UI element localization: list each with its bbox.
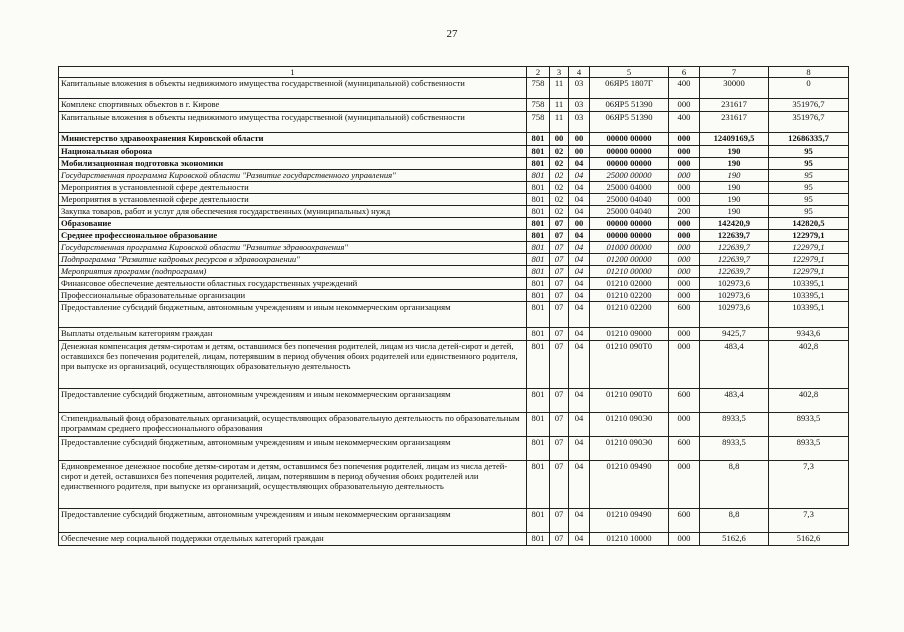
row-target-article: 01200 00000 bbox=[590, 254, 669, 266]
row-ministry-code: 801 bbox=[527, 254, 550, 266]
row-amount-year-2: 12686335,7 bbox=[769, 133, 849, 146]
row-subsection-code: 04 bbox=[569, 290, 590, 302]
row-target-article: 01210 10000 bbox=[590, 533, 669, 546]
row-amount-year-2: 0 bbox=[769, 78, 849, 99]
row-name-cell: Обеспечение мер социальной поддержки отдельных категорий граждан bbox=[59, 533, 527, 546]
row-expense-type: 000 bbox=[669, 133, 700, 146]
row-subsection-code: 04 bbox=[569, 437, 590, 461]
row-name-cell: Мероприятия в установленной сфере деятельности bbox=[59, 194, 527, 206]
table-row bbox=[59, 146, 849, 158]
row-amount-year-2: 8933,5 bbox=[769, 413, 849, 437]
row-target-article: 25000 04040 bbox=[590, 206, 669, 218]
row-amount-year-1: 483,4 bbox=[700, 341, 769, 389]
row-amount-year-1: 122639,7 bbox=[700, 230, 769, 242]
row-section-code: 02 bbox=[550, 194, 569, 206]
row-section-code: 07 bbox=[550, 509, 569, 533]
row-subsection-code: 04 bbox=[569, 413, 590, 437]
row-section-code: 07 bbox=[550, 461, 569, 509]
table-row bbox=[59, 509, 849, 533]
row-target-article: 00000 00000 bbox=[590, 158, 669, 170]
row-ministry-code: 758 bbox=[527, 112, 550, 133]
table-row bbox=[59, 461, 849, 509]
row-amount-year-2: 122979,1 bbox=[769, 254, 849, 266]
row-amount-year-1: 5162,6 bbox=[700, 533, 769, 546]
row-amount-year-2: 122979,1 bbox=[769, 230, 849, 242]
table-row bbox=[59, 182, 849, 194]
table-row bbox=[59, 230, 849, 242]
row-expense-type: 600 bbox=[669, 509, 700, 533]
row-amount-year-2: 103395,1 bbox=[769, 302, 849, 328]
table-row bbox=[59, 194, 849, 206]
row-amount-year-2: 142820,5 bbox=[769, 218, 849, 230]
row-amount-year-2: 103395,1 bbox=[769, 278, 849, 290]
row-amount-year-2: 402,8 bbox=[769, 389, 849, 413]
table-row bbox=[59, 206, 849, 218]
row-section-code: 07 bbox=[550, 437, 569, 461]
row-ministry-code: 758 bbox=[527, 99, 550, 112]
row-amount-year-1: 102973,6 bbox=[700, 290, 769, 302]
row-section-code: 07 bbox=[550, 242, 569, 254]
row-name-cell: Мобилизационная подготовка экономики bbox=[59, 158, 527, 170]
row-section-code: 02 bbox=[550, 170, 569, 182]
row-ministry-code: 801 bbox=[527, 278, 550, 290]
row-section-code: 07 bbox=[550, 413, 569, 437]
row-name-cell: Министерство здравоохранения Кировской области bbox=[59, 133, 527, 146]
header-cell-1: 1 bbox=[59, 67, 527, 78]
row-amount-year-1: 231617 bbox=[700, 112, 769, 133]
row-subsection-code: 04 bbox=[569, 158, 590, 170]
row-section-code: 07 bbox=[550, 218, 569, 230]
row-subsection-code: 04 bbox=[569, 194, 590, 206]
budget-table bbox=[58, 66, 849, 546]
row-target-article: 00000 00000 bbox=[590, 230, 669, 242]
row-amount-year-2: 95 bbox=[769, 158, 849, 170]
row-amount-year-1: 142420,9 bbox=[700, 218, 769, 230]
row-target-article: 01000 00000 bbox=[590, 242, 669, 254]
row-amount-year-2: 122979,1 bbox=[769, 266, 849, 278]
row-subsection-code: 04 bbox=[569, 206, 590, 218]
row-amount-year-1: 102973,6 bbox=[700, 302, 769, 328]
row-section-code: 07 bbox=[550, 290, 569, 302]
row-ministry-code: 801 bbox=[527, 133, 550, 146]
row-section-code: 07 bbox=[550, 533, 569, 546]
table-body bbox=[59, 78, 849, 546]
row-subsection-code: 04 bbox=[569, 278, 590, 290]
row-ministry-code: 801 bbox=[527, 182, 550, 194]
table-row bbox=[59, 413, 849, 437]
row-section-code: 07 bbox=[550, 266, 569, 278]
row-name-cell: Предоставление субсидий бюджетным, автономным учреждениям и иным некоммерческим организациям bbox=[59, 437, 527, 461]
row-amount-year-1: 231617 bbox=[700, 99, 769, 112]
row-expense-type: 000 bbox=[669, 170, 700, 182]
row-expense-type: 000 bbox=[669, 461, 700, 509]
row-subsection-code: 04 bbox=[569, 266, 590, 278]
row-ministry-code: 801 bbox=[527, 437, 550, 461]
row-amount-year-2: 402,8 bbox=[769, 341, 849, 389]
row-target-article: 25000 00000 bbox=[590, 170, 669, 182]
row-section-code: 11 bbox=[550, 112, 569, 133]
row-target-article: 01210 090Э0 bbox=[590, 437, 669, 461]
table-row bbox=[59, 158, 849, 170]
row-name-cell: Государственная программа Кировской области "Развитие здравоохранения" bbox=[59, 242, 527, 254]
row-subsection-code: 04 bbox=[569, 230, 590, 242]
row-amount-year-2: 95 bbox=[769, 146, 849, 158]
row-expense-type: 600 bbox=[669, 437, 700, 461]
row-target-article: 01210 00000 bbox=[590, 266, 669, 278]
header-cell-2: 2 bbox=[527, 67, 550, 78]
row-target-article: 06ЯР5 51390 bbox=[590, 99, 669, 112]
row-amount-year-1: 30000 bbox=[700, 78, 769, 99]
row-target-article: 01210 09490 bbox=[590, 461, 669, 509]
row-amount-year-2: 7,3 bbox=[769, 461, 849, 509]
row-name-cell: Закупка товаров, работ и услуг для обеспечения государственных (муниципальных) нужд bbox=[59, 206, 527, 218]
row-section-code: 11 bbox=[550, 99, 569, 112]
row-amount-year-1: 8933,5 bbox=[700, 437, 769, 461]
row-amount-year-1: 190 bbox=[700, 206, 769, 218]
row-amount-year-2: 9343,6 bbox=[769, 328, 849, 341]
row-subsection-code: 04 bbox=[569, 328, 590, 341]
row-amount-year-1: 483,4 bbox=[700, 389, 769, 413]
row-name-cell: Капитальные вложения в объекты недвижимого имущества государственной (муниципальной) собственности bbox=[59, 112, 527, 133]
row-name-cell: Комплекс спортивных объектов в г. Кирове bbox=[59, 99, 527, 112]
row-ministry-code: 801 bbox=[527, 146, 550, 158]
row-amount-year-1: 8933,5 bbox=[700, 413, 769, 437]
row-subsection-code: 04 bbox=[569, 254, 590, 266]
row-name-cell: Капитальные вложения в объекты недвижимого имущества государственной (муниципальной) собственности bbox=[59, 78, 527, 99]
row-target-article: 01210 090Т0 bbox=[590, 389, 669, 413]
table-row bbox=[59, 133, 849, 146]
row-amount-year-1: 122639,7 bbox=[700, 254, 769, 266]
header-row bbox=[59, 67, 849, 78]
row-name-cell: Подпрограмма "Развитие кадровых ресурсов в здравоохранении" bbox=[59, 254, 527, 266]
row-amount-year-2: 95 bbox=[769, 170, 849, 182]
row-section-code: 02 bbox=[550, 182, 569, 194]
row-ministry-code: 801 bbox=[527, 194, 550, 206]
row-expense-type: 000 bbox=[669, 278, 700, 290]
row-name-cell: Профессиональные образовательные организации bbox=[59, 290, 527, 302]
row-amount-year-1: 190 bbox=[700, 146, 769, 158]
row-target-article: 00000 00000 bbox=[590, 146, 669, 158]
row-name-cell: Среднее профессиональное образование bbox=[59, 230, 527, 242]
row-subsection-code: 00 bbox=[569, 218, 590, 230]
row-expense-type: 000 bbox=[669, 218, 700, 230]
row-name-cell: Государственная программа Кировской области "Развитие государственного управления" bbox=[59, 170, 527, 182]
row-amount-year-1: 190 bbox=[700, 194, 769, 206]
row-amount-year-2: 103395,1 bbox=[769, 290, 849, 302]
row-amount-year-1: 122639,7 bbox=[700, 266, 769, 278]
row-expense-type: 000 bbox=[669, 99, 700, 112]
row-name-cell: Мероприятия программ (подпрограмм) bbox=[59, 266, 527, 278]
row-ministry-code: 801 bbox=[527, 206, 550, 218]
row-amount-year-2: 5162,6 bbox=[769, 533, 849, 546]
table-row bbox=[59, 170, 849, 182]
row-ministry-code: 801 bbox=[527, 242, 550, 254]
row-name-cell: Единовременное денежное пособие детям-сиротам и детям, оставшимся без попечения родителей, лицам из числа детей-сирот и детей, оставшихся без попечения родителей, лицам, потерявшим в период обучения обоих родителей или единственного родителя, при выпуске из организаций, осуществляющих образовательную деятельность bbox=[59, 461, 527, 509]
header-cell-4: 4 bbox=[569, 67, 590, 78]
row-subsection-code: 00 bbox=[569, 133, 590, 146]
row-subsection-code: 04 bbox=[569, 509, 590, 533]
table-row bbox=[59, 278, 849, 290]
row-section-code: 07 bbox=[550, 341, 569, 389]
row-amount-year-1: 8,8 bbox=[700, 509, 769, 533]
row-section-code: 07 bbox=[550, 389, 569, 413]
row-target-article: 01210 02200 bbox=[590, 290, 669, 302]
row-expense-type: 000 bbox=[669, 290, 700, 302]
row-subsection-code: 00 bbox=[569, 146, 590, 158]
row-ministry-code: 801 bbox=[527, 266, 550, 278]
table-row bbox=[59, 290, 849, 302]
row-name-cell: Предоставление субсидий бюджетным, автономным учреждениям и иным некоммерческим организациям bbox=[59, 302, 527, 328]
row-ministry-code: 801 bbox=[527, 341, 550, 389]
table-row bbox=[59, 242, 849, 254]
row-amount-year-2: 122979,1 bbox=[769, 242, 849, 254]
row-amount-year-1: 190 bbox=[700, 158, 769, 170]
row-expense-type: 400 bbox=[669, 112, 700, 133]
row-ministry-code: 801 bbox=[527, 158, 550, 170]
row-ministry-code: 801 bbox=[527, 218, 550, 230]
row-expense-type: 000 bbox=[669, 328, 700, 341]
row-expense-type: 000 bbox=[669, 230, 700, 242]
row-amount-year-2: 95 bbox=[769, 194, 849, 206]
row-subsection-code: 04 bbox=[569, 182, 590, 194]
row-name-cell: Предоставление субсидий бюджетным, автономным учреждениям и иным некоммерческим организациям bbox=[59, 509, 527, 533]
row-target-article: 06ЯР5 51390 bbox=[590, 112, 669, 133]
row-subsection-code: 03 bbox=[569, 99, 590, 112]
row-expense-type: 000 bbox=[669, 533, 700, 546]
row-section-code: 07 bbox=[550, 254, 569, 266]
header-cell-6: 6 bbox=[669, 67, 700, 78]
row-ministry-code: 801 bbox=[527, 230, 550, 242]
table-row bbox=[59, 302, 849, 328]
row-amount-year-2: 95 bbox=[769, 182, 849, 194]
row-expense-type: 000 bbox=[669, 182, 700, 194]
row-amount-year-2: 351976,7 bbox=[769, 99, 849, 112]
row-expense-type: 000 bbox=[669, 158, 700, 170]
table-row bbox=[59, 341, 849, 389]
row-expense-type: 000 bbox=[669, 254, 700, 266]
row-ministry-code: 801 bbox=[527, 170, 550, 182]
row-name-cell: Мероприятия в установленной сфере деятельности bbox=[59, 182, 527, 194]
row-amount-year-1: 190 bbox=[700, 170, 769, 182]
row-target-article: 01210 090Э0 bbox=[590, 413, 669, 437]
row-ministry-code: 801 bbox=[527, 461, 550, 509]
row-amount-year-1: 9425,7 bbox=[700, 328, 769, 341]
row-amount-year-2: 351976,7 bbox=[769, 112, 849, 133]
row-section-code: 00 bbox=[550, 133, 569, 146]
row-target-article: 25000 04000 bbox=[590, 182, 669, 194]
row-subsection-code: 04 bbox=[569, 389, 590, 413]
table-row bbox=[59, 218, 849, 230]
row-subsection-code: 04 bbox=[569, 302, 590, 328]
row-target-article: 01210 02000 bbox=[590, 278, 669, 290]
row-expense-type: 600 bbox=[669, 302, 700, 328]
table-row bbox=[59, 254, 849, 266]
table-row bbox=[59, 99, 849, 112]
table-row bbox=[59, 437, 849, 461]
row-section-code: 02 bbox=[550, 158, 569, 170]
row-expense-type: 000 bbox=[669, 194, 700, 206]
header-cell-5: 5 bbox=[590, 67, 669, 78]
row-name-cell: Стипендиальный фонд образовательных организаций, осуществляющих образовательную деятельность по образовательным программам среднего профессионального образования bbox=[59, 413, 527, 437]
row-ministry-code: 801 bbox=[527, 413, 550, 437]
row-target-article: 01210 09000 bbox=[590, 328, 669, 341]
row-target-article: 01210 02200 bbox=[590, 302, 669, 328]
row-ministry-code: 801 bbox=[527, 533, 550, 546]
header-cell-3: 3 bbox=[550, 67, 569, 78]
row-target-article: 01210 090Т0 bbox=[590, 341, 669, 389]
header-cell-7: 7 bbox=[700, 67, 769, 78]
row-name-cell: Образование bbox=[59, 218, 527, 230]
row-target-article: 25000 04040 bbox=[590, 194, 669, 206]
row-target-article: 00000 00000 bbox=[590, 218, 669, 230]
row-target-article: 00000 00000 bbox=[590, 133, 669, 146]
row-name-cell: Денежная компенсация детям-сиротам и детям, оставшимся без попечения родителей, лицам из числа детей-сирот и детей, оставшихся без попечения родителей, лицам, потерявшим в период обучения обоих родителей или единственного родителя, при выпуске из организаций, осуществляющих образовательную деятельность bbox=[59, 341, 527, 389]
row-amount-year-1: 122639,7 bbox=[700, 242, 769, 254]
row-ministry-code: 801 bbox=[527, 328, 550, 341]
row-amount-year-1: 12409169,5 bbox=[700, 133, 769, 146]
row-name-cell: Выплаты отдельным категориям граждан bbox=[59, 328, 527, 341]
row-name-cell: Национальная оборона bbox=[59, 146, 527, 158]
row-section-code: 02 bbox=[550, 206, 569, 218]
row-expense-type: 000 bbox=[669, 341, 700, 389]
row-amount-year-1: 190 bbox=[700, 182, 769, 194]
row-amount-year-1: 8,8 bbox=[700, 461, 769, 509]
row-amount-year-2: 7,3 bbox=[769, 509, 849, 533]
table-row bbox=[59, 389, 849, 413]
row-section-code: 07 bbox=[550, 302, 569, 328]
row-section-code: 07 bbox=[550, 328, 569, 341]
row-expense-type: 400 bbox=[669, 78, 700, 99]
table-row bbox=[59, 112, 849, 133]
row-section-code: 11 bbox=[550, 78, 569, 99]
row-amount-year-2: 8933,5 bbox=[769, 437, 849, 461]
row-section-code: 07 bbox=[550, 230, 569, 242]
row-subsection-code: 04 bbox=[569, 341, 590, 389]
row-ministry-code: 801 bbox=[527, 389, 550, 413]
row-subsection-code: 03 bbox=[569, 78, 590, 99]
row-amount-year-1: 102973,6 bbox=[700, 278, 769, 290]
row-section-code: 07 bbox=[550, 278, 569, 290]
row-expense-type: 600 bbox=[669, 389, 700, 413]
row-ministry-code: 801 bbox=[527, 509, 550, 533]
row-target-article: 01210 09490 bbox=[590, 509, 669, 533]
row-target-article: 06ЯР5 1807Г bbox=[590, 78, 669, 99]
row-ministry-code: 801 bbox=[527, 302, 550, 328]
row-subsection-code: 03 bbox=[569, 112, 590, 133]
row-subsection-code: 04 bbox=[569, 170, 590, 182]
table-row bbox=[59, 78, 849, 99]
table-row bbox=[59, 533, 849, 546]
page-number: 27 bbox=[446, 28, 458, 40]
row-name-cell: Предоставление субсидий бюджетным, автономным учреждениям и иным некоммерческим организациям bbox=[59, 389, 527, 413]
row-subsection-code: 04 bbox=[569, 533, 590, 546]
row-expense-type: 000 bbox=[669, 266, 700, 278]
row-ministry-code: 758 bbox=[527, 78, 550, 99]
row-amount-year-2: 95 bbox=[769, 206, 849, 218]
row-expense-type: 200 bbox=[669, 206, 700, 218]
row-expense-type: 000 bbox=[669, 413, 700, 437]
row-subsection-code: 04 bbox=[569, 461, 590, 509]
row-subsection-code: 04 bbox=[569, 242, 590, 254]
row-expense-type: 000 bbox=[669, 242, 700, 254]
row-expense-type: 000 bbox=[669, 146, 700, 158]
row-section-code: 02 bbox=[550, 146, 569, 158]
header-cell-8: 8 bbox=[769, 67, 849, 78]
row-ministry-code: 801 bbox=[527, 290, 550, 302]
row-name-cell: Финансовое обеспечение деятельности областных государственных учреждений bbox=[59, 278, 527, 290]
table-row bbox=[59, 266, 849, 278]
table-row bbox=[59, 328, 849, 341]
